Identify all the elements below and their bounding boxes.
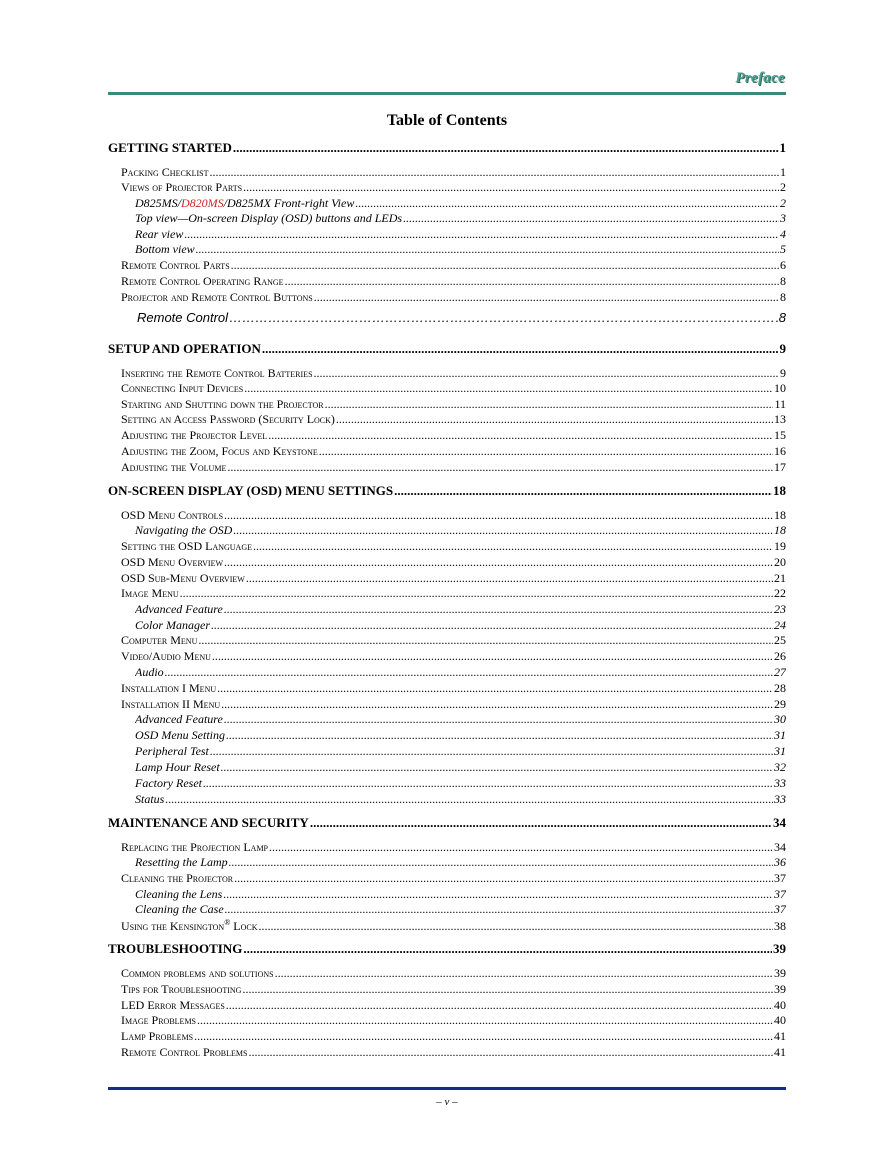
- toc-entry[interactable]: [121, 397, 786, 412]
- toc-leader-dots: [198, 633, 773, 648]
- toc-leader-dots: [336, 412, 773, 427]
- toc-entry[interactable]: [135, 760, 786, 775]
- toc-entry-title: Remote Control Operating Range: [121, 274, 284, 288]
- toc-entry-title: OSD Sub-Menu Overview: [121, 571, 245, 585]
- toc-page-number: 27: [774, 665, 786, 679]
- toc-page-number: 37: [774, 902, 786, 916]
- toc-leader-dots: [224, 555, 773, 570]
- toc-leader-dots: [224, 602, 773, 617]
- toc-entry-title: GETTING STARTED: [108, 140, 232, 155]
- toc-leader-dots: [223, 887, 773, 902]
- toc-entry[interactable]: [121, 998, 786, 1013]
- toc-entry[interactable]: [121, 918, 786, 934]
- toc-entry-title: Lamp Problems: [121, 1029, 194, 1043]
- toc-page-number: 39: [774, 982, 786, 996]
- toc-entry[interactable]: [135, 728, 786, 743]
- toc-entry-title: Peripheral Test: [135, 744, 209, 758]
- toc-entry[interactable]: [121, 165, 786, 180]
- toc-leader-dots: [229, 855, 773, 870]
- toc-page-number: 10: [774, 381, 786, 395]
- toc-entry[interactable]: [135, 523, 786, 538]
- toc-entry[interactable]: [108, 140, 786, 156]
- toc-page-number: 18: [774, 508, 786, 522]
- toc-entry[interactable]: [121, 444, 786, 459]
- toc-page-number: 19: [774, 539, 786, 553]
- toc-entry[interactable]: [135, 744, 786, 759]
- toc-entry-title: OSD Menu Setting: [135, 728, 225, 742]
- toc-leader-dots: [217, 681, 773, 696]
- toc-entry-title: Adjusting the Volume: [121, 460, 227, 474]
- toc-entry[interactable]: [135, 855, 786, 870]
- toc-entry-title: Top view—On-screen Display (OSD) buttons and LEDs: [135, 211, 403, 225]
- toc-leader-dots: [226, 998, 773, 1013]
- toc-leader-dots: [243, 180, 779, 195]
- toc-entry-title: Cleaning the Projector: [121, 871, 234, 885]
- toc-page-number: 8: [778, 310, 786, 325]
- toc-page-number: 18: [774, 523, 786, 537]
- toc-leader-dots: [262, 341, 779, 357]
- toc-entry-title: Packing Checklist: [121, 165, 209, 179]
- toc-entry[interactable]: [135, 792, 786, 807]
- toc-entry[interactable]: [121, 508, 786, 523]
- toc-page-number: 25: [774, 633, 786, 647]
- toc-entry-title: MAINTENANCE AND SECURITY: [108, 815, 309, 830]
- toc-entry-title: Rear view: [135, 227, 184, 241]
- toc-page-number: 33: [774, 792, 786, 806]
- registered-mark: ®: [224, 918, 231, 927]
- toc-leader-dots: [259, 919, 774, 934]
- toc-title: Table of Contents: [386, 112, 508, 129]
- toc-leader-dots: [243, 941, 772, 957]
- toc-entry[interactable]: [135, 227, 786, 242]
- toc-entry-title: Inserting the Remote Control Batteries: [121, 366, 313, 380]
- toc-entry-title: Adjusting the Projector Level: [121, 428, 268, 442]
- toc-entry-title: Audio: [135, 665, 164, 679]
- toc-entry-title: Navigating the OSD: [135, 523, 233, 537]
- toc-leader-dots: [310, 815, 772, 831]
- toc-entry[interactable]: [121, 681, 786, 696]
- toc-page-number: 17: [774, 460, 786, 474]
- toc-page-number: 15: [774, 428, 786, 442]
- toc-page-number: 31: [774, 744, 786, 758]
- toc-page-number: 3: [780, 211, 786, 225]
- toc-entry-title: Replacing the Projection Lamp: [121, 840, 269, 854]
- toc-entry[interactable]: [121, 274, 786, 289]
- toc-entry-title: Remote Control Parts: [121, 258, 230, 272]
- toc-page-number: 34: [773, 815, 786, 830]
- toc-leader-dots: [180, 586, 773, 601]
- toc-leader-dots: [233, 140, 779, 156]
- toc-entry[interactable]: [121, 381, 786, 396]
- toc-entry[interactable]: [135, 618, 786, 633]
- toc-entry[interactable]: [121, 871, 786, 886]
- toc-leader-dots: [209, 165, 779, 180]
- toc-entry-title: Starting and Shutting down the Projector: [121, 397, 324, 411]
- toc-entry-title-highlight: D820MS: [181, 196, 224, 210]
- toc-entry-title: Tips for Troubleshooting: [121, 982, 242, 996]
- toc-entry-title: Image Menu: [121, 586, 179, 600]
- toc-entry-title: Cleaning the Lens: [135, 887, 223, 901]
- toc-entry-title-part: /D825MX Front-right View: [223, 196, 355, 210]
- toc-page-number: 28: [774, 681, 786, 695]
- toc-entry-title-part: D825MS/: [135, 196, 181, 210]
- toc-leader-dots: [403, 211, 779, 226]
- toc-entry[interactable]: [121, 571, 786, 586]
- toc-leader-dots: [355, 196, 779, 211]
- toc-page-number: 38: [774, 919, 786, 933]
- toc-entry[interactable]: [135, 211, 786, 226]
- toc-page-number: 32: [774, 760, 786, 774]
- toc-leader-dots: [196, 242, 779, 257]
- header-title: Preface: [735, 70, 785, 86]
- toc-entry-title: OSD Menu Overview: [121, 555, 224, 569]
- toc-leader-dots: [212, 649, 773, 664]
- toc-leader-dots: [231, 258, 779, 273]
- toc-entry-title: ON-SCREEN DISPLAY (OSD) MENU SETTINGS: [108, 483, 394, 498]
- toc-entry[interactable]: [121, 966, 786, 981]
- toc-page-number: 1: [780, 165, 786, 179]
- toc-page-number: 31: [774, 728, 786, 742]
- toc-entry[interactable]: [121, 840, 786, 855]
- toc-page-number: 1: [779, 140, 786, 155]
- toc-entry-title: TROUBLESHOOTING: [108, 941, 243, 956]
- toc-entry[interactable]: [121, 366, 786, 381]
- toc-entry[interactable]: [121, 258, 786, 273]
- toc-entry[interactable]: [108, 941, 786, 957]
- toc-entry-title: Adjusting the Zoom, Focus and Keystone: [121, 444, 318, 458]
- toc-page-number: 40: [774, 1013, 786, 1027]
- toc-entry[interactable]: [135, 196, 786, 211]
- toc-leader-dots: [221, 760, 773, 775]
- toc-page-number: 20: [774, 555, 786, 569]
- toc-page-number: 41: [774, 1029, 786, 1043]
- toc-page-number: 26: [774, 649, 786, 663]
- toc-entry[interactable]: [135, 902, 786, 917]
- toc-leader-dots: [225, 902, 773, 917]
- toc-page-number: 24: [774, 618, 786, 632]
- toc-entry-title: Views of Projector Parts: [121, 180, 243, 194]
- toc-entry[interactable]: [135, 776, 786, 791]
- toc-entry-title: Factory Reset: [135, 776, 202, 790]
- toc-entry-title: Remote Control Problems: [121, 1045, 248, 1059]
- toc-entry-title: Bottom view: [135, 242, 195, 256]
- toc-leader-dots: [285, 274, 779, 289]
- toc-page-number: 11: [774, 397, 786, 411]
- toc-leader-dots: [268, 428, 773, 443]
- toc-page-number: 8: [780, 290, 786, 304]
- toc-page-number: 2: [780, 180, 786, 194]
- toc-entry[interactable]: [121, 1013, 786, 1028]
- toc-leader-dots: [211, 618, 773, 633]
- toc-leader-dots: [248, 1045, 773, 1060]
- toc-entry[interactable]: [108, 483, 786, 499]
- toc-page-number: 39: [774, 966, 786, 980]
- toc-leader-dots: [314, 366, 779, 381]
- toc-page-number: 4: [780, 227, 786, 241]
- toc-leader-dots: [224, 712, 773, 727]
- toc-entry-title: LED Error Messages: [121, 998, 225, 1012]
- toc-page-number: 2: [780, 196, 786, 210]
- toc-page-number: 21: [774, 571, 786, 585]
- toc-entry-title: Status: [135, 792, 165, 806]
- toc-entry-title: Lamp Hour Reset: [135, 760, 220, 774]
- toc-entry[interactable]: [108, 341, 786, 357]
- toc-page-number: 30: [774, 712, 786, 726]
- toc-entry[interactable]: [121, 428, 786, 443]
- toc-leader-dots: [233, 523, 773, 538]
- toc-entry-title: OSD Menu Controls: [121, 508, 224, 522]
- toc-entry[interactable]: [121, 697, 786, 712]
- toc-entry[interactable]: [135, 242, 786, 257]
- toc-page-number: 9: [779, 341, 786, 356]
- toc-entry[interactable]: [121, 555, 786, 570]
- toc-page-number: 9: [780, 366, 786, 380]
- toc-leader-dots: [246, 571, 773, 586]
- toc-entry-title: Common problems and solutions: [121, 966, 274, 980]
- toc-page-number: 16: [774, 444, 786, 458]
- toc-entry[interactable]: [135, 665, 786, 680]
- toc-entry-title: Video/Audio Menu: [121, 649, 211, 663]
- toc-entry-title: Setting an Access Password (Security Lock): [121, 412, 335, 426]
- toc-entry-title: Advanced Feature: [135, 602, 223, 616]
- toc-entry-title: Advanced Feature: [135, 712, 223, 726]
- toc-entry-title: Cleaning the Case: [135, 902, 224, 916]
- header-divider: [108, 92, 786, 95]
- toc-page-number: 29: [774, 697, 786, 711]
- toc-page-number: 40: [774, 998, 786, 1012]
- toc-entry-title: [135, 196, 354, 211]
- toc-entry-title: Resetting the Lamp: [135, 855, 228, 869]
- toc-entry[interactable]: [108, 815, 786, 831]
- toc-entry-title: [121, 918, 258, 934]
- toc-page-number: 23: [774, 602, 786, 616]
- toc-leader-dots: [210, 744, 773, 759]
- toc-page-number: 8: [780, 274, 786, 288]
- toc-page-number: 13: [774, 412, 786, 426]
- toc-entry[interactable]: [121, 1029, 786, 1044]
- toc-entry[interactable]: [137, 310, 786, 325]
- toc-page-number: 5: [780, 242, 786, 256]
- toc-entry[interactable]: [135, 712, 786, 727]
- toc-page-number: 36: [774, 855, 786, 869]
- toc-entry-title: Setting the OSD Language: [121, 539, 252, 553]
- toc-entry-title-part: Using the Kensington: [121, 919, 225, 933]
- footer-divider: [108, 1087, 786, 1090]
- toc-leader-dots: [244, 381, 773, 396]
- toc-entry[interactable]: [121, 633, 786, 648]
- toc-page-number: 6: [780, 258, 786, 272]
- toc-leader-dots: [226, 728, 773, 743]
- toc-leader-dots: [203, 776, 773, 791]
- toc-leader-dots: [224, 508, 773, 523]
- toc-entry[interactable]: [121, 460, 786, 475]
- toc-entry-title: Installation I Menu: [121, 681, 217, 695]
- toc-entry[interactable]: [121, 1045, 786, 1060]
- toc-leader-dots: [165, 665, 773, 680]
- toc-leader-dots: [229, 310, 778, 325]
- footer-page-number: – v –: [436, 1096, 458, 1108]
- toc-entry-title-part: Lock: [230, 919, 258, 933]
- toc-entry-title: Color Manager: [135, 618, 210, 632]
- toc-page-number: 33: [774, 776, 786, 790]
- toc-leader-dots: [325, 397, 774, 412]
- toc-leader-dots: [165, 792, 773, 807]
- toc-entry-title: Remote Control: [137, 310, 229, 325]
- toc-page-number: 37: [774, 887, 786, 901]
- toc-leader-dots: [394, 483, 772, 499]
- toc-entry[interactable]: [135, 887, 786, 902]
- toc-entry-title: Computer Menu: [121, 633, 198, 647]
- toc-entry[interactable]: [121, 982, 786, 997]
- toc-leader-dots: [319, 444, 773, 459]
- toc-entry[interactable]: [121, 649, 786, 664]
- toc-leader-dots: [227, 460, 773, 475]
- toc-page-number: 39: [773, 941, 786, 956]
- toc-entry-title: SETUP AND OPERATION: [108, 341, 261, 356]
- toc-entry-title: Installation II Menu: [121, 697, 221, 711]
- toc-leader-dots: [314, 290, 779, 305]
- toc-entry[interactable]: [121, 539, 786, 554]
- toc-page-number: 41: [774, 1045, 786, 1059]
- toc-entry-title: Image Problems: [121, 1013, 197, 1027]
- toc-leader-dots: [197, 1013, 773, 1028]
- toc-entry[interactable]: [121, 180, 786, 195]
- toc-leader-dots: [194, 1029, 773, 1044]
- toc-leader-dots: [184, 227, 779, 242]
- toc-leader-dots: [275, 966, 773, 981]
- toc-page-number: 22: [774, 586, 786, 600]
- toc-entry-title: Projector and Remote Control Buttons: [121, 290, 313, 304]
- toc-entry[interactable]: [135, 602, 786, 617]
- toc-leader-dots: [269, 840, 773, 855]
- toc-entry[interactable]: [121, 412, 786, 427]
- toc-leader-dots: [234, 871, 773, 886]
- toc-page-number: 18: [773, 483, 786, 498]
- toc-entry[interactable]: [121, 290, 786, 305]
- toc-leader-dots: [221, 697, 773, 712]
- toc-page-number: 34: [774, 840, 786, 854]
- toc-leader-dots: [253, 539, 773, 554]
- toc-leader-dots: [242, 982, 773, 997]
- toc-entry-title: Connecting Input Devices: [121, 381, 244, 395]
- toc-page-number: 37: [774, 871, 786, 885]
- toc-entry[interactable]: [121, 586, 786, 601]
